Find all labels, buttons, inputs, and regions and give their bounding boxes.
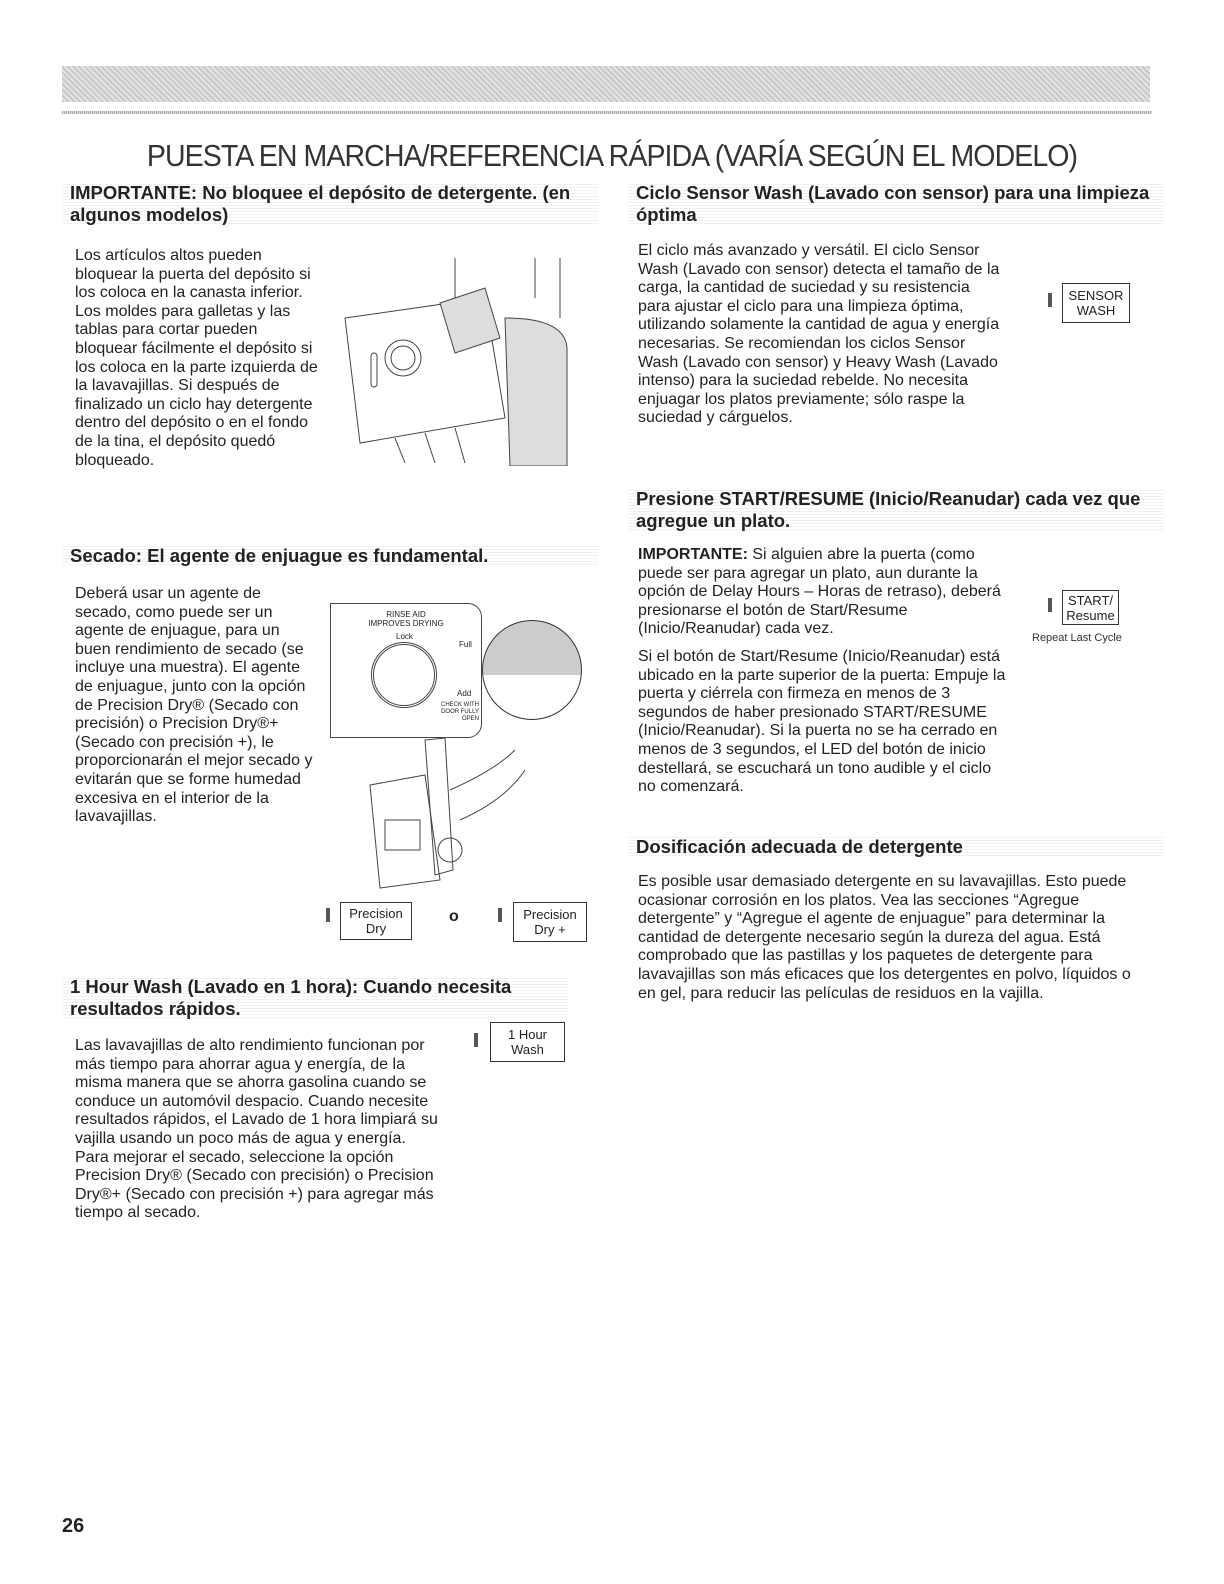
button-label: Precision bbox=[523, 907, 577, 922]
dispenser-hand-illustration bbox=[365, 730, 525, 890]
precision-dry-plus-button bbox=[513, 902, 587, 942]
full-label: Full bbox=[459, 640, 472, 649]
led-indicator bbox=[326, 908, 330, 922]
check-label: CHECK WITH DOOR FULLY OPEN bbox=[441, 702, 479, 722]
section-body-1-hour-wash: Las lavavajillas de alto rendimiento funcionan por más tiempo para ahorrar agua y energía, de la misma manera que se ahorra gasolina cuando se conduce un automóvil despacio. Cuando necesite resultados rápidos, el Lavado de 1 hora limpiará su vajilla usando un poco más de agua y energía. Para mejorar el secado, seleccione la opción Precision Dry® (Secado con precisión) o Precision Dry®+ (Secado con precisión +) para agregar más tiempo al secado. bbox=[75, 1037, 438, 1222]
section-heading-1-hour-wash: 1 Hour Wash (Lavado en 1 hora): Cuando necesita resultados rápidos. bbox=[62, 976, 568, 1020]
led-indicator bbox=[1048, 293, 1052, 307]
rinse-aid-panel-illustration bbox=[330, 603, 482, 738]
section-body-drying: Deberá usar un agente de secado, como puede ser un agente de enjuague, para un buen rendimiento de secado (se incluye una muestra). El agente de enjuague, junto con la opción de Precision Dry® (Secado con precisión) o Precision Dry®+ (Secado con precisión +), le proporcionarán el mejor secado y evitarán que se forme humedad excesiva en el interior de la lavavajillas. bbox=[75, 585, 313, 826]
dispenser-illustration bbox=[335, 258, 570, 466]
precision-dry-button bbox=[340, 902, 412, 940]
rinse-aid-label bbox=[331, 610, 481, 628]
section-body-start-resume: Si el botón de Start/Resume (Inicio/Reanudar) está ubicado en la parte superior de la puerta: Empuje la puerta y ciérrela con firmeza en menos de 3 segundos de haber presionado START/RESUME (Inicio/Reanudar). Si la puerta no se ha cerrado en menos de 3 segundos, el LED del botón de inicio destellará, se escuchará un tono audible y el ciclo no comenzará. bbox=[638, 648, 1006, 796]
button-label: START/ bbox=[1067, 592, 1114, 608]
button-label: 1 Hour bbox=[507, 1027, 548, 1042]
section-heading-start-resume: Presione START/RESUME (Inicio/Reanudar) cada vez que agregue un plato. bbox=[628, 488, 1164, 532]
section-body-detergent-dosage: Es posible usar demasiado detergente en su lavavajillas. Esto puede ocasionar corrosión en los platos. Vea las secciones “Agregue detergente” y “Agregue el agente de enjuague” para determinar la cantidad de detergente necesario según la dureza del agua. Está comprobado que las pastillas y los paquetes de detergente para lavavajillas son más eficaces que los detergentes en polvo, líquidos o en gel, para reducir las películas de residuos en la vajilla. bbox=[638, 873, 1131, 1002]
page-number: 26 bbox=[62, 1515, 85, 1537]
section-heading-sensor-wash: Ciclo Sensor Wash (Lavado con sensor) para una limpieza óptima bbox=[628, 182, 1164, 226]
divider bbox=[62, 111, 1152, 114]
repeat-last-cycle-caption: Repeat Last Cycle bbox=[1032, 632, 1122, 644]
button-label: Dry bbox=[365, 921, 387, 936]
section-heading-detergent-dosage: Dosificación adecuada de detergente bbox=[628, 836, 1164, 858]
important-label: IMPORTANTE: bbox=[638, 546, 748, 563]
led-indicator bbox=[474, 1033, 478, 1047]
start-resume-button bbox=[1062, 590, 1119, 625]
lock-label: Lock bbox=[396, 632, 413, 641]
improves-drying-text: IMPROVES DRYING bbox=[368, 619, 444, 628]
button-label: SENSOR bbox=[1068, 288, 1124, 303]
button-label: Resume bbox=[1066, 607, 1115, 623]
section-body-sensor-wash: El ciclo más avanzado y versátil. El ciclo Sensor Wash (Lavado con sensor) detecta el tamaño de la carga, la cantidad de suciedad y su resistencia para ajustar el ciclo para una limpieza óptima, utilizando solamente la cantidad de agua y energía necesarias. Se recomiendan los ciclos Sensor Wash (Lavado con sensor) y Heavy Wash (Lavado intenso) para la suciedad rebelde. No necesita enjuagar los platos previamente; sólo raspe la suciedad y cárguelos. bbox=[638, 242, 1000, 427]
rinse-aid-cap bbox=[371, 642, 437, 708]
button-label: WASH bbox=[1076, 303, 1116, 318]
or-text: o bbox=[449, 908, 459, 925]
button-label: Wash bbox=[511, 1042, 544, 1057]
page-title: PUESTA EN MARCHA/REFERENCIA RÁPIDA (VARÍA SEGÚN EL MODELO) bbox=[146, 138, 1078, 173]
header-banner bbox=[62, 66, 1150, 102]
led-indicator bbox=[498, 908, 502, 922]
section-body-start-resume-important bbox=[638, 546, 1008, 639]
button-label: Dry + bbox=[534, 922, 566, 937]
sensor-wash-button bbox=[1062, 283, 1130, 323]
add-label: Add bbox=[457, 689, 472, 698]
pouring-rinse-aid-icon bbox=[482, 620, 582, 720]
section-heading-drying: Secado: El agente de enjuague es fundamental. bbox=[62, 545, 598, 567]
1-hour-wash-button bbox=[490, 1022, 565, 1062]
button-label: Precision bbox=[349, 906, 403, 921]
section-heading-detergent-blocking: IMPORTANTE: No bloquee el depósito de detergente. (en algunos modelos) bbox=[62, 182, 598, 226]
important-text: Si alguien abre la puerta (como puede ser para agregar un plato, aun durante la opción de Delay Hours – Horas de retraso), deberá presionarse el botón de Start/Resume (Inicio/Reanudar) cada vez. bbox=[638, 546, 1001, 638]
section-body-detergent-blocking: Los artículos altos pueden bloquear la puerta del depósito si los coloca en la canasta inferior. Los moldes para galletas y las tablas para cortar pueden bloquear fácilmente el depósito si los coloca en la parte izquierda de la lavavajillas. Si después de finalizado un ciclo hay detergente dentro del depósito o en el fondo de la tina, el depósito quedó bloqueado. bbox=[75, 247, 318, 469]
rinse-aid-text: RINSE AID bbox=[386, 610, 426, 619]
led-indicator bbox=[1048, 598, 1052, 612]
